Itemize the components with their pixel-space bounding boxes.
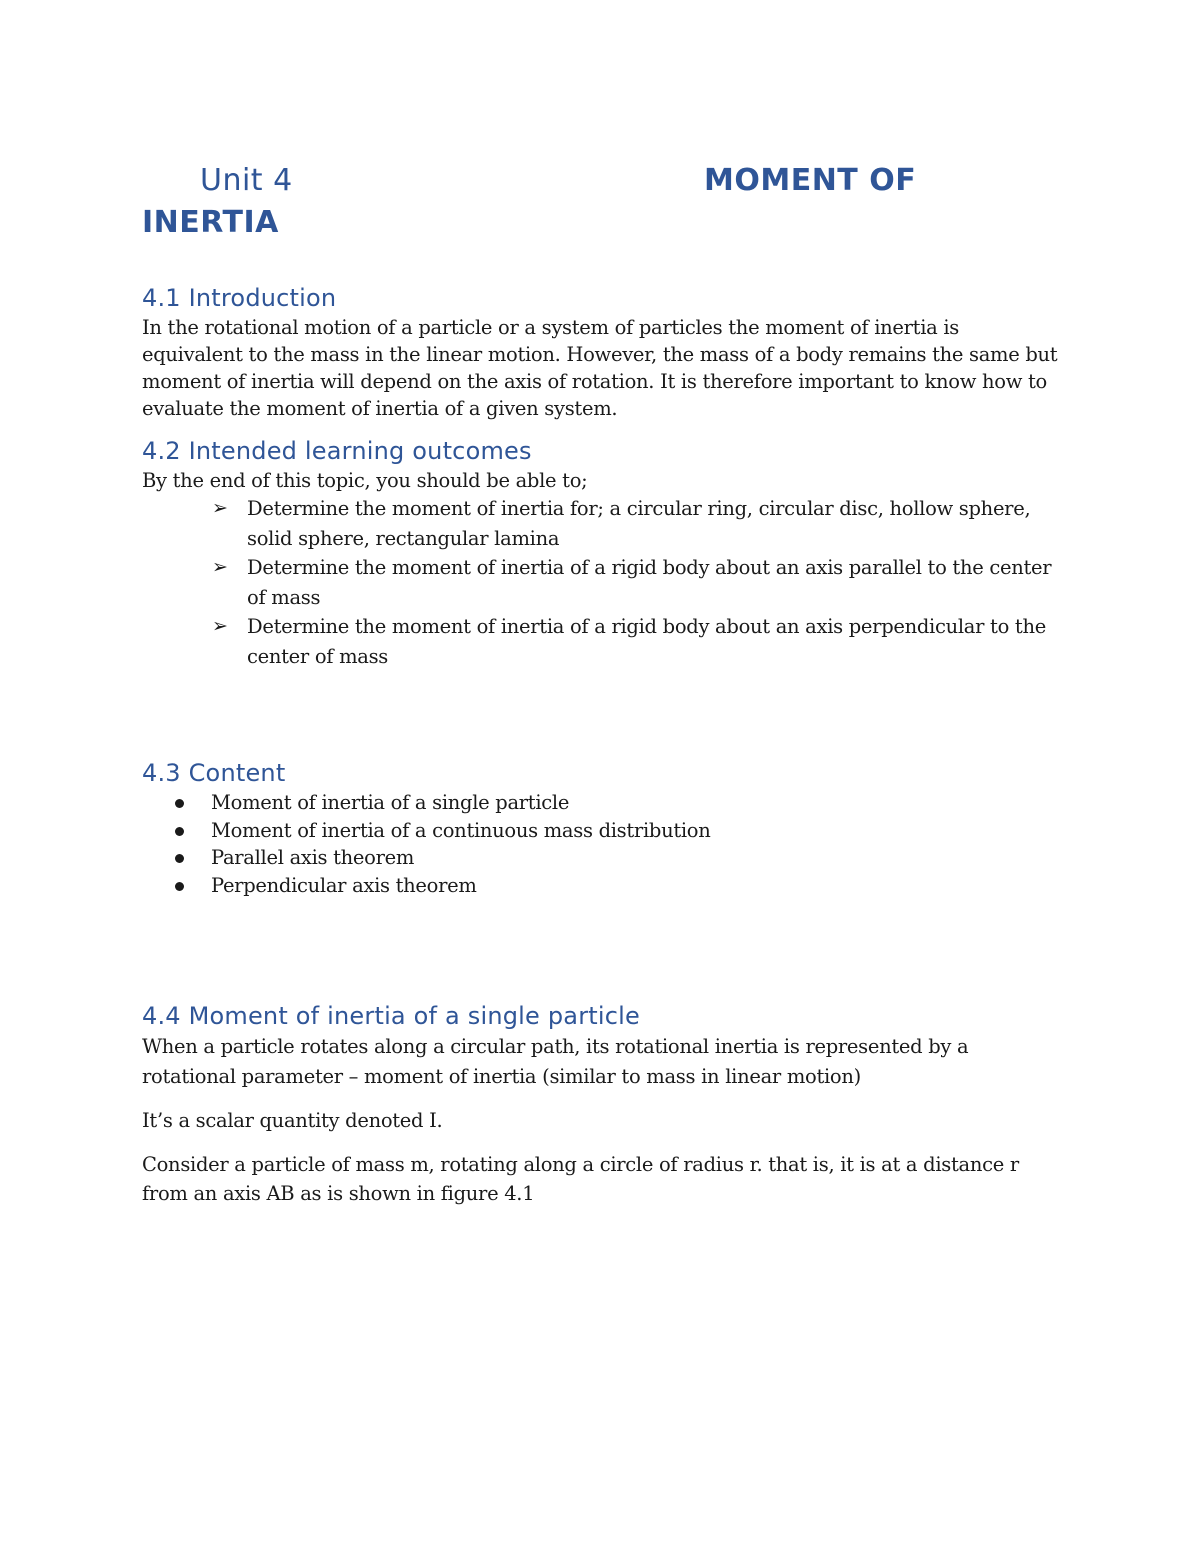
arrow-bullet-icon: ➢ (212, 497, 228, 519)
list-item (142, 553, 1062, 612)
section-heading-introduction: 4.1 Introduction (142, 284, 337, 312)
outcome-text: Determine the moment of inertia for; a circular ring, circular disc, hollow sphere, solid sphere, rectangular lamina (247, 497, 1031, 550)
outcome-text: Determine the moment of inertia of a rigid body about an axis perpendicular to the center of mass (247, 615, 1046, 668)
list-item (142, 494, 1062, 553)
unit-title-part1: MOMENT OF (704, 163, 917, 198)
page-content (142, 163, 1062, 1208)
single-particle-paragraph-2: It’s a scalar quantity denoted I. (142, 1109, 443, 1132)
single-particle-paragraph-3: Consider a particle of mass m, rotating along a circle of radius r. that is, it is at a distance r from an axis AB as is shown in figure 4.1 (142, 1153, 1019, 1205)
bullet-dot-icon (175, 882, 184, 891)
outcomes-list (142, 494, 1062, 671)
unit-title-row (142, 163, 1062, 203)
arrow-bullet-icon: ➢ (212, 556, 228, 578)
list-item (142, 612, 1062, 671)
content-item-text: Perpendicular axis theorem (211, 873, 477, 897)
content-item-text: Moment of inertia of a continuous mass distribution (211, 818, 711, 842)
section-heading-content: 4.3 Content (142, 759, 286, 787)
outcome-text: Determine the moment of inertia of a rigid body about an axis parallel to the center of mass (247, 556, 1052, 609)
content-item-text: Parallel axis theorem (211, 846, 415, 869)
list-item (142, 844, 1062, 872)
introduction-paragraph: In the rotational motion of a particle or a system of particles the moment of inertia is equivalent to the mass in the linear motion. However, the mass of a body remains the same but moment of inertia will depend on the axis of rotation. It is therefore important to know how to evaluate the moment of inertia of a given system. (142, 316, 1058, 420)
bullet-dot-icon (175, 854, 184, 863)
outcomes-lead-text: By the end of this topic, you should be able to; (142, 469, 588, 492)
unit-label: Unit 4 (200, 163, 293, 198)
bullet-dot-icon (175, 799, 184, 808)
section-heading-single-particle: 4.4 Moment of inertia of a single particle (142, 1002, 640, 1030)
section-heading-learning-outcomes: 4.2 Intended learning outcomes (142, 437, 532, 465)
list-item (142, 817, 1062, 845)
bullet-dot-icon (175, 827, 184, 836)
list-item (142, 872, 1062, 900)
content-item-text: Moment of inertia of a single particle (211, 791, 570, 814)
content-list (142, 789, 1062, 899)
arrow-bullet-icon: ➢ (212, 615, 228, 637)
single-particle-paragraph-1: When a particle rotates along a circular path, its rotational inertia is represented by a rotational parameter – moment of inertia (similar to mass in linear motion) (142, 1035, 969, 1088)
list-item (142, 789, 1062, 817)
unit-title-part2: INERTIA (142, 205, 279, 240)
